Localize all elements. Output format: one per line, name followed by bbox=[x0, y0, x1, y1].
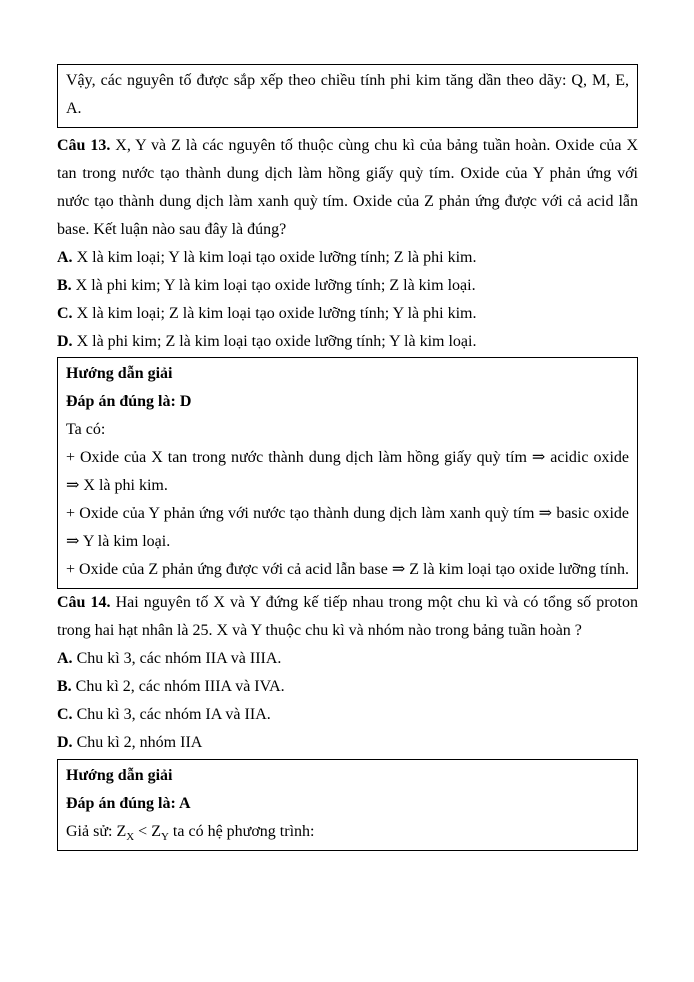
question-13-label: Câu 13. bbox=[57, 137, 111, 154]
conclusion-box bbox=[57, 64, 638, 128]
option-text: X là phi kim; Y là kim loại tạo oxide lưỡng tính; Z là kim loại. bbox=[71, 277, 476, 294]
answer-line: Đáp án đúng là: D bbox=[66, 393, 192, 410]
hypothesis-prefix: Giả sử: Z bbox=[66, 823, 127, 840]
answer-line: Đáp án đúng là: A bbox=[66, 795, 191, 812]
question-13-option-c bbox=[57, 300, 638, 328]
option-letter: B. bbox=[57, 277, 72, 294]
question-14-option-d bbox=[57, 729, 638, 757]
solution-box-13 bbox=[57, 357, 638, 589]
option-text: X là kim loại; Y là kim loại tạo oxide lưỡng tính; Z là phi kim. bbox=[72, 249, 477, 266]
solution-heading: Hướng dẫn giải bbox=[66, 767, 173, 784]
solution-intro: Ta có: bbox=[66, 421, 106, 438]
option-text: X là phi kim; Z là kim loại tạo oxide lưỡng tính; Y là kim loại. bbox=[72, 333, 477, 350]
subscript-zx: X bbox=[126, 831, 135, 844]
solution-step-2: + Oxide của Y phản ứng với nước tạo thành dung dịch làm xanh quỳ tím ⇒ basic oxide ⇒ Y là kim loại. bbox=[66, 505, 629, 550]
question-13 bbox=[57, 132, 638, 244]
option-text: X là kim loại; Z là kim loại tạo oxide lưỡng tính; Y là phi kim. bbox=[72, 305, 477, 322]
option-letter: A. bbox=[57, 249, 73, 266]
option-letter: D. bbox=[57, 734, 73, 751]
question-14-option-c bbox=[57, 701, 638, 729]
option-text: Chu kì 3, các nhóm IA và IIA. bbox=[72, 706, 271, 723]
question-13-option-a bbox=[57, 244, 638, 272]
solution-box-14 bbox=[57, 759, 638, 851]
question-14-label: Câu 14. bbox=[57, 594, 111, 611]
hypothesis-line bbox=[66, 818, 629, 846]
question-14-option-b bbox=[57, 673, 638, 701]
question-13-text: X, Y và Z là các nguyên tố thuộc cùng chu kì của bảng tuần hoàn. Oxide của X tan trong nước tạo thành dung dịch làm hồng giấy quỳ tím. Oxide của Y phản ứng với nước tạo thành dung dịch làm xanh quỳ tím. Oxide của Z phản ứng được với cả acid lẫn base. Kết luận nào sau đây là đúng? bbox=[57, 137, 639, 238]
question-13-option-b bbox=[57, 272, 638, 300]
option-text: Chu kì 3, các nhóm IIA và IIIA. bbox=[72, 650, 282, 667]
solution-step-1: + Oxide của X tan trong nước thành dung dịch làm hồng giấy quỳ tím ⇒ acidic oxide ⇒ X là phi kim. bbox=[66, 449, 629, 494]
question-14-text: Hai nguyên tố X và Y đứng kế tiếp nhau trong một chu kì và có tổng số proton trong hai hạt nhân là 25. X và Y thuộc chu kì và nhóm nào trong bảng tuần hoàn ? bbox=[57, 594, 638, 639]
subscript-zy: Y bbox=[160, 831, 169, 844]
option-letter: A. bbox=[57, 650, 73, 667]
option-letter: C. bbox=[57, 706, 73, 723]
option-letter: D. bbox=[57, 333, 73, 350]
question-13-option-d bbox=[57, 328, 638, 356]
hypothesis-mid: < Z bbox=[134, 823, 161, 840]
solution-heading: Hướng dẫn giải bbox=[66, 365, 173, 382]
solution-step-3: + Oxide của Z phản ứng được với cả acid lẫn base ⇒ Z là kim loại tạo oxide lưỡng tính. bbox=[66, 561, 630, 578]
question-14 bbox=[57, 589, 638, 645]
option-text: Chu kì 2, nhóm IIA bbox=[72, 734, 203, 751]
conclusion-text: Vậy, các nguyên tố được sắp xếp theo chiều tính phi kim tăng dần theo dãy: Q, M, E, A. bbox=[66, 72, 629, 117]
hypothesis-suffix: ta có hệ phương trình: bbox=[168, 823, 315, 840]
option-text: Chu kì 2, các nhóm IIIA và IVA. bbox=[71, 678, 285, 695]
option-letter: B. bbox=[57, 678, 72, 695]
question-14-option-a bbox=[57, 645, 638, 673]
option-letter: C. bbox=[57, 305, 73, 322]
